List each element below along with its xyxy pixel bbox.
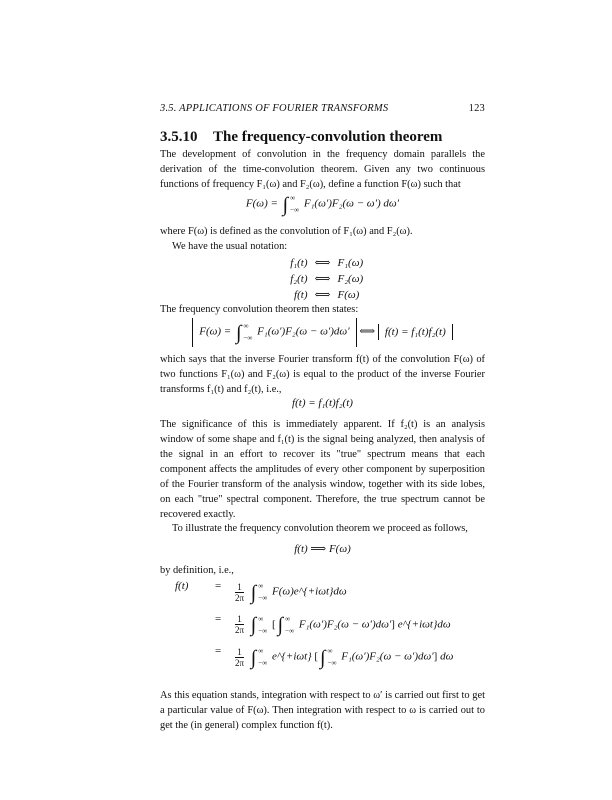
deriv-row-2-inner: F₁(ω′)F₂(ω − ω′)dω′ — [298, 618, 392, 631]
equation-pair-single — [160, 542, 485, 555]
integral-sign: ∫ — [250, 646, 257, 669]
fraction: $\frac{1}{2\pi}$ — [235, 581, 245, 603]
integral-sign: ∫ — [320, 646, 326, 669]
integral-sign: ∫ — [235, 321, 242, 344]
product-equation: f(t) = f₁(t)f₂(t) — [292, 397, 353, 409]
paragraph-theorem-explanation: which says that the inverse Fourier transform f(t) of the convolution F(ω) of two functions F₁(ω) and F₂(ω) is equal to the product of the inverse Fourier transforms f₁(t) and f₂(t), i.e., — [160, 354, 485, 395]
deriv-row-3: $\frac{1}{2\pi}$ ∫ ∞ −∞ e^{+iωt} [ ∫ ∞ −∞ F₁(ω′)F₂(ω − ω′)dω′] dω — [235, 646, 454, 669]
paragraph-conclusion: As this equation stands, integration with respect to ω′ is carried out first to get a particular value of F(ω). Then integration with respect to ω is carried out to get the (in general) complex function f(t). — [160, 690, 485, 731]
theorem-rhs: f(t) = f₁(t)f₂(t) — [384, 325, 446, 338]
theorem-integrand: F₁(ω′)F₂(ω − ω′)dω′ — [257, 325, 350, 338]
integral-limits: ∞ −∞ — [285, 614, 295, 635]
integral-limits: ∞ −∞ — [243, 322, 253, 342]
paragraph-illustrate: To illustrate the frequency convolution theorem we proceed as follows, — [172, 523, 468, 534]
running-title: 3.5. APPLICATIONS OF FOURIER TRANSFORMS — [160, 103, 389, 114]
deriv-row-2: $\frac{1}{2\pi}$ ∫ ∞ −∞ [ ∫ ∞ −∞ F₁(ω′)F₂(ω − ω′)dω′] e^{+iωt}dω — [235, 614, 451, 637]
pair-3-time: f(t) — [294, 289, 308, 301]
derivation — [175, 580, 485, 670]
section-title: The frequency-convolution theorem — [212, 129, 443, 145]
integral-limits: ∞ −∞ — [327, 647, 337, 668]
theorem-rhs-box — [378, 324, 453, 340]
deriv-row-1-integrand: F(ω)e^{+iωt}dω — [271, 585, 347, 598]
pair-1-arrow: ⟺ — [314, 257, 331, 269]
paragraph-intro: The development of convolution in the frequency domain parallels the derivation of the time-convolution theorem. Given any two continuous functions of frequency F₁(ω) and F₂(ω), define a function F(ω) such that — [160, 149, 485, 190]
pair-2-freq: F₂(ω) — [337, 273, 364, 285]
paragraph-convolution-note: where F(ω) is defined as the convolution of F₁(ω) and F₂(ω). — [160, 226, 413, 237]
integral-sign: ∫ — [277, 614, 284, 637]
equation-product — [160, 397, 485, 409]
integral-sign: ∫ — [250, 614, 257, 637]
running-head — [160, 103, 485, 114]
deriv-row-3-inner: F₁(ω′)F₂(ω − ω′)dω′ — [341, 650, 434, 663]
pair-3-freq: F(ω) — [337, 289, 360, 301]
deriv-row-2-tail: e^{+iωt}dω — [397, 618, 451, 631]
deriv-row-1 — [235, 580, 465, 605]
eq1-rhs: F₁(ω′)F₂(ω − ω′) dω′ — [303, 197, 400, 210]
pair-1-freq: F₁(ω) — [337, 257, 364, 269]
fraction: $\frac{1}{2\pi}$ — [235, 614, 245, 636]
integral-limits: ∞ −∞ — [290, 194, 300, 214]
pair-single: f(t) ⟹ F(ω) — [294, 543, 351, 555]
pair-2-time: f₂(t) — [290, 273, 308, 285]
theorem-lhs: F(ω) = — [199, 325, 232, 338]
theorem-arrow: ⟺ — [359, 325, 376, 338]
integral-sign: ∫ — [282, 193, 289, 216]
page-number: 123 — [468, 103, 485, 114]
equation-theorem — [160, 318, 485, 347]
pair-1-time: f₁(t) — [290, 257, 308, 269]
eq1-lhs: F(ω) = — [245, 197, 278, 210]
deriv-row-3-tail: dω — [440, 650, 454, 663]
theorem-box — [192, 318, 356, 347]
paragraph-theorem-intro: The frequency convolution theorem then states: — [160, 304, 359, 315]
section-heading — [160, 129, 442, 146]
deriv-eq-3: = — [215, 645, 222, 658]
integral-limits: ∞ −∞ — [258, 582, 268, 602]
integral-limits: ∞ −∞ — [258, 647, 268, 668]
equation-convolution-definition — [160, 192, 485, 217]
pair-3-arrow: ⟺ — [314, 289, 331, 301]
paragraph-significance: The significance of this is immediately apparent. If f₂(t) is an analysis window of some shape and f₁(t) is the signal being analyzed, then analysis of the signal in an effort to recover its "true" spectrum means that each component affects the amplitudes of every other component by superposition of the Fourier transform of the analysis window, together with its side lobes, on each "true" spectral component. Therefore, the true spectrum cannot be recovered exactly. — [160, 419, 485, 520]
deriv-lhs: f(t) — [175, 580, 189, 592]
deriv-eq-1: = — [215, 580, 222, 592]
section-number: 3.5.10 — [160, 129, 198, 145]
fraction: $\frac{1}{2\pi}$ — [235, 646, 245, 668]
pair-2-arrow: ⟺ — [314, 273, 331, 285]
paragraph-by-definition: by definition, i.e., — [160, 565, 234, 576]
integral-sign: ∫ — [250, 581, 257, 604]
transform-pairs — [160, 256, 485, 302]
paragraph-notation-intro: We have the usual notation: — [172, 241, 288, 252]
deriv-row-3-head: e^{+iωt} — [271, 650, 312, 663]
deriv-eq-2: = — [215, 612, 222, 625]
integral-limits: ∞ −∞ — [258, 614, 268, 635]
